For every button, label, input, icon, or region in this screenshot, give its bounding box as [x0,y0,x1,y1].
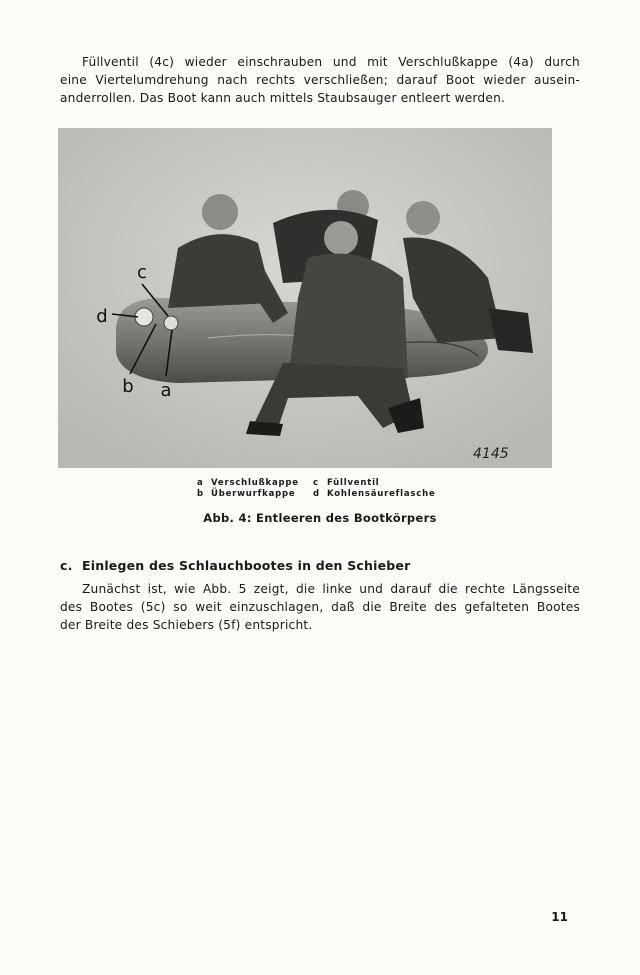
section-paragraph [60,580,580,634]
text-line: des Bootes (5c) so weit einzuschlagen, daß die Breite des gefalteten Bootes [60,600,580,614]
figure-caption: Abb. 4: Entleeren des Bootkörpers [203,511,437,525]
legend-value: Überwurfkappe [211,489,296,499]
legend-key: d [313,489,320,499]
text-line: Füllventil (4c) wieder einschrauben und mit Verschlußkappe (4a) durch [82,55,580,69]
callout-label: b [122,376,134,397]
photo-illustration [58,128,552,468]
section-heading [60,558,410,573]
text-line: eine Viertelumdrehung nach rechts verschließen; darauf Boot wieder ausein- [60,73,580,87]
legend-key: a [197,478,204,488]
callout-label: a [160,380,172,401]
valve-icon [164,316,178,330]
legend-row [197,489,436,500]
legend-value: Füllventil [327,478,380,488]
legend-key: c [313,478,319,488]
legend-value: Verschlußkappe [211,478,299,488]
text-line: der Breite des Schiebers (5f) entspricht. [60,618,313,632]
callout-label: c [137,262,147,283]
callout-label: d [96,306,108,327]
section-number: c. [60,558,73,573]
photo-number: 4145 [473,446,509,462]
legend-key: b [197,489,204,499]
legend-value: Kohlensäureflasche [327,489,436,499]
legend-row [197,478,429,489]
text-line: anderrollen. Das Boot kann auch mittels Staubsauger entleert werden. [60,91,506,105]
figure-legend [197,478,436,500]
page-number: 11 [551,910,568,924]
section-title: Einlegen des Schlauchbootes in den Schieber [82,558,411,573]
text-line: Zunächst ist, wie Abb. 5 zeigt, die linke und darauf die rechte Längsseite [82,582,580,596]
intro-paragraph [60,53,580,107]
figure-photo [58,128,552,468]
